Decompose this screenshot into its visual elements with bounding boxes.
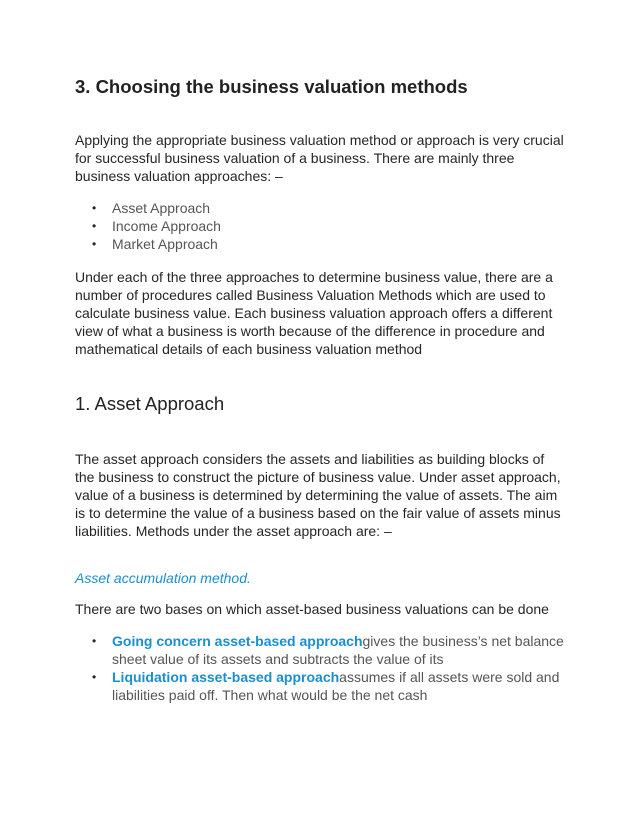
list-item-text: Income Approach [112,218,221,234]
intro-paragraph: Applying the appropriate business valuation method or approach is very crucial for successful business valuation of a business. There are mainly three business valuation approaches: – [75,132,564,184]
asset-approach-paragraph: The asset approach considers the assets and liabilities as building blocks of the business to construct the picture of business value. Under asset approach, value of a business is determined by determining the value of assets. The aim is to determine the value of a business based on the fair value of assets minus liabilities. Methods under the asset approach are: – [75,451,561,539]
list-item [75,217,565,235]
bullet-icon: • [92,201,97,215]
approaches-list [75,199,565,253]
liquidation-link[interactable]: Liquidation asset-based approach [112,669,340,685]
list-item-text: assumes if all assets were sold and liabilities paid off. Then what would be the net cash [112,669,560,703]
list-item-text: gives the business’s net balance sheet value of its assets and subtracts the value of its [112,633,564,667]
going-concern-link[interactable]: Going concern asset-based approach [112,633,363,649]
bases-list [75,632,565,704]
methods-paragraph: Under each of the three approaches to determine business value, there are a number of procedures called Business Valuation Methods which are used to calculate business value. Each business valuation approach offers a different view of what a business is worth because of the difference in procedure and mathematical details of each business valuation method [75,269,553,357]
list-item-text: Market Approach [112,236,218,252]
list-item [75,199,565,217]
list-item [75,632,565,668]
list-item [75,235,565,253]
bullet-icon: • [92,237,97,251]
bullet-icon: • [92,670,97,684]
section-heading: 3. Choosing the business valuation methods [75,76,468,97]
bullet-icon: • [92,219,97,233]
list-item [75,668,565,704]
asset-accumulation-heading: Asset accumulation method. [75,570,251,586]
bases-paragraph: There are two bases on which asset-based business valuations can be done [75,601,549,617]
asset-approach-heading: 1. Asset Approach [75,393,225,414]
bullet-icon: • [92,634,97,648]
list-item-text: Asset Approach [112,200,211,216]
